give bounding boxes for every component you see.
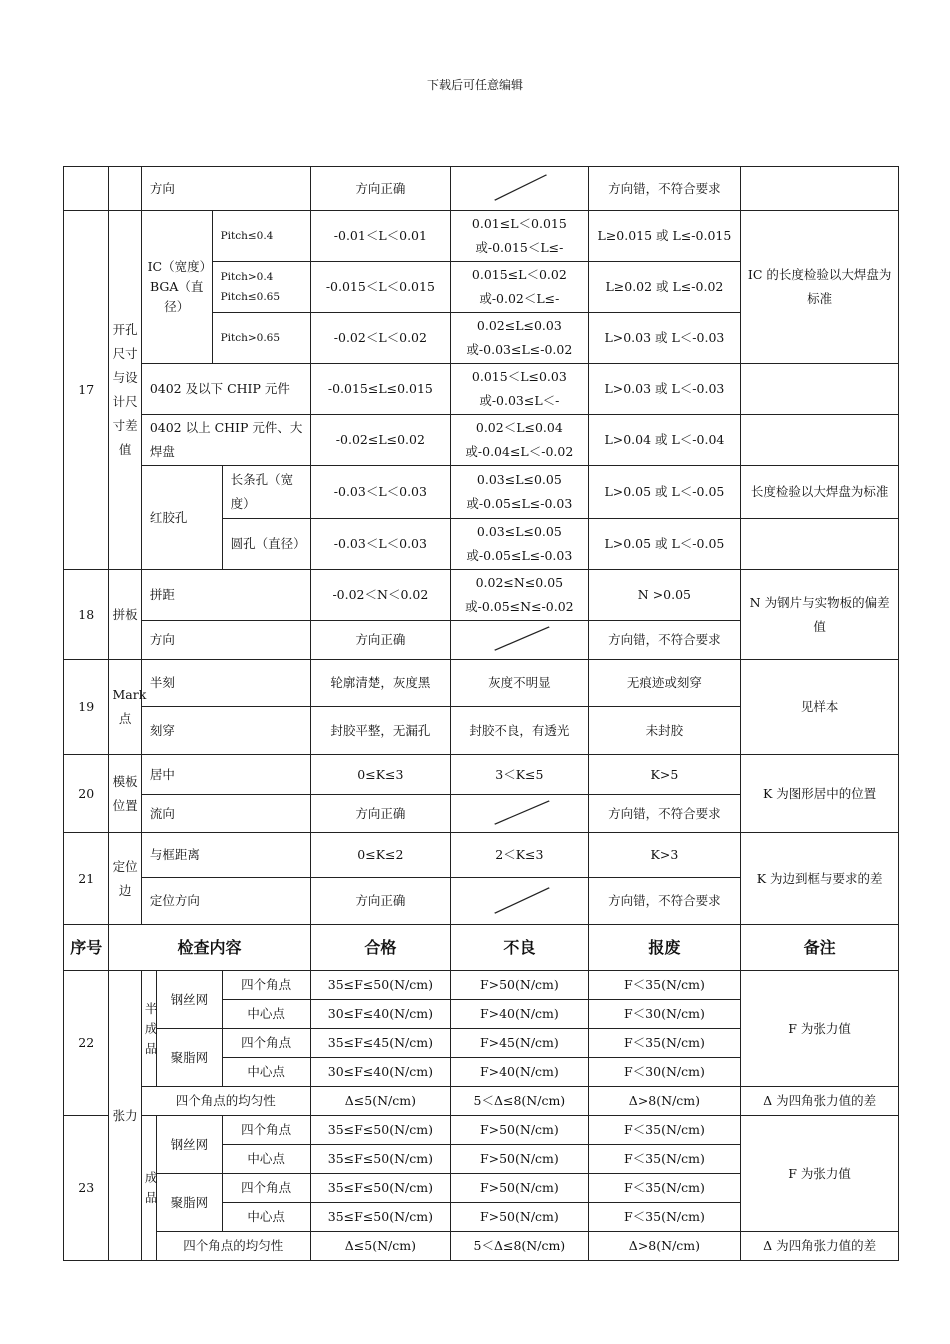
- table-row: [64, 755, 899, 795]
- ok-cell: -0.01＜L＜0.01: [310, 211, 451, 262]
- category-cell: Mark 点: [109, 660, 141, 755]
- scrap-cell: K>3: [588, 833, 741, 878]
- header-content: 检查内容: [109, 925, 310, 971]
- scrap-cell: L>0.03 或 L＜-0.03: [588, 313, 741, 364]
- ok-cell: 方向正确: [310, 621, 451, 660]
- point-label: 中心点: [222, 1000, 310, 1029]
- scrap-cell: F＜35(N/cm): [588, 1029, 741, 1058]
- bad-cell: F>40(N/cm): [451, 1058, 588, 1087]
- point-label: 四个角点: [222, 971, 310, 1000]
- slash-mark: [451, 621, 587, 659]
- scrap-cell: L>0.05 或 L＜-0.05: [588, 466, 741, 519]
- header-bad: 不良: [451, 925, 588, 971]
- ok-cell: 35≤F≤50(N/cm): [310, 1203, 451, 1232]
- ok-cell: -0.015≤L≤0.015: [310, 364, 451, 415]
- ok-cell: 35≤F≤45(N/cm): [310, 1029, 451, 1058]
- pitch-label: Pitch>0.4 Pitch≤0.65: [212, 262, 310, 313]
- row-number: 23: [64, 1116, 109, 1261]
- row-number: 22: [64, 971, 109, 1116]
- scrap-cell: N >0.05: [588, 570, 741, 621]
- header-row: [64, 925, 899, 971]
- note-cell: [741, 167, 899, 211]
- inspection-table: [63, 166, 899, 1261]
- point-label: 四个角点: [222, 1029, 310, 1058]
- note-cell: [741, 415, 899, 466]
- mesh-label: 钢丝网: [156, 1116, 222, 1174]
- bad-cell: F>40(N/cm): [451, 1000, 588, 1029]
- table-row: [64, 971, 899, 1000]
- row-number: [64, 167, 109, 211]
- not-applicable-cell: [451, 167, 588, 211]
- bad-cell: 灰度不明显: [451, 660, 588, 707]
- table-row: [64, 570, 899, 621]
- bad-cell: F>50(N/cm): [451, 1145, 588, 1174]
- row-number: 20: [64, 755, 109, 833]
- slash-mark: [451, 795, 587, 832]
- header-ok: 合格: [310, 925, 451, 971]
- ok-cell: 方向正确: [310, 795, 451, 833]
- note-cell: F 为张力值: [741, 1116, 899, 1232]
- ok-cell: 方向正确: [310, 878, 451, 925]
- category-cell: 开孔尺寸与设计尺寸差值: [109, 211, 141, 570]
- bad-cell: 5＜Δ≤8(N/cm): [451, 1087, 588, 1116]
- note-cell: F 为张力值: [741, 971, 899, 1087]
- bad-cell: F>45(N/cm): [451, 1029, 588, 1058]
- table-row: [64, 1087, 899, 1116]
- bad-cell: 0.02＜L≤0.04 或-0.04≤L＜-0.02: [451, 415, 588, 466]
- scrap-cell: 方向错，不符合要求: [588, 795, 741, 833]
- bad-cell: 0.02≤N≤0.05 或-0.05≤N≤-0.02: [451, 570, 588, 621]
- item-cell: 长条孔（宽度）: [222, 466, 310, 519]
- scrap-cell: L>0.04 或 L＜-0.04: [588, 415, 741, 466]
- table-row: [64, 466, 899, 519]
- row-number: 18: [64, 570, 109, 660]
- red-glue-label: 红胶孔: [141, 466, 222, 570]
- row-number: 19: [64, 660, 109, 755]
- bad-cell: F>50(N/cm): [451, 1116, 588, 1145]
- scrap-cell: 方向错，不符合要求: [588, 167, 741, 211]
- ok-cell: 35≤F≤50(N/cm): [310, 1145, 451, 1174]
- not-applicable-cell: [451, 621, 588, 660]
- ok-cell: 30≤F≤40(N/cm): [310, 1000, 451, 1029]
- ic-bga-label: IC（宽度）BGA（直径）: [141, 211, 212, 364]
- ok-cell: -0.02≤L≤0.02: [310, 415, 451, 466]
- ok-cell: 30≤F≤40(N/cm): [310, 1058, 451, 1087]
- ok-cell: 封胶平整，无漏孔: [310, 707, 451, 755]
- bad-cell: 0.015≤L＜0.02 或-0.02＜L≤-: [451, 262, 588, 313]
- scrap-cell: 方向错，不符合要求: [588, 878, 741, 925]
- bad-cell: F>50(N/cm): [451, 1174, 588, 1203]
- scrap-cell: Δ>8(N/cm): [588, 1087, 741, 1116]
- scrap-cell: 无痕迹或刻穿: [588, 660, 741, 707]
- scrap-cell: L>0.05 或 L＜-0.05: [588, 519, 741, 570]
- item-cell: 居中: [141, 755, 310, 795]
- table-row: [64, 1232, 899, 1261]
- item-cell: 四个角点的均匀性: [141, 1087, 310, 1116]
- ok-cell: -0.02＜L＜0.02: [310, 313, 451, 364]
- scrap-cell: L≥0.015 或 L≤-0.015: [588, 211, 741, 262]
- mesh-label: 聚脂网: [156, 1029, 222, 1087]
- note-cell: [741, 519, 899, 570]
- category-cell: 张力: [109, 971, 141, 1261]
- scrap-cell: L≥0.02 或 L≤-0.02: [588, 262, 741, 313]
- note-cell: 长度检验以大焊盘为标准: [741, 466, 899, 519]
- item-cell: 0402 以上 CHIP 元件、大焊盘: [141, 415, 310, 466]
- scrap-cell: F＜35(N/cm): [588, 1116, 741, 1145]
- not-applicable-cell: [451, 878, 588, 925]
- slash-mark: [451, 878, 587, 924]
- point-label: 中心点: [222, 1203, 310, 1232]
- not-applicable-cell: [451, 795, 588, 833]
- table-row: [64, 1116, 899, 1145]
- item-cell: 定位方向: [141, 878, 310, 925]
- ok-cell: -0.03＜L＜0.03: [310, 466, 451, 519]
- point-label: 中心点: [222, 1145, 310, 1174]
- ok-cell: 轮廓清楚，灰度黑: [310, 660, 451, 707]
- item-cell: 四个角点的均匀性: [156, 1232, 310, 1261]
- slash-mark: [451, 167, 587, 210]
- table-row: [64, 660, 899, 707]
- point-label: 中心点: [222, 1058, 310, 1087]
- point-label: 四个角点: [222, 1116, 310, 1145]
- note-cell: IC 的长度检验以大焊盘为标准: [741, 211, 899, 364]
- ok-cell: 0≤K≤2: [310, 833, 451, 878]
- ok-cell: Δ≤5(N/cm): [310, 1087, 451, 1116]
- ok-cell: -0.02＜N＜0.02: [310, 570, 451, 621]
- item-cell: 圆孔（直径）: [222, 519, 310, 570]
- item-cell: 半刻: [141, 660, 310, 707]
- bad-cell: 0.02≤L≤0.03 或-0.03≤L≤-0.02: [451, 313, 588, 364]
- ok-cell: 35≤F≤50(N/cm): [310, 1116, 451, 1145]
- bad-cell: 0.03≤L≤0.05 或-0.05≤L≤-0.03: [451, 519, 588, 570]
- note-cell: 见样本: [741, 660, 899, 755]
- ok-cell: 0≤K≤3: [310, 755, 451, 795]
- ok-cell: -0.03＜L＜0.03: [310, 519, 451, 570]
- bad-cell: 0.03≤L≤0.05 或-0.05≤L≤-0.03: [451, 466, 588, 519]
- bad-cell: F>50(N/cm): [451, 1203, 588, 1232]
- scrap-cell: L>0.03 或 L＜-0.03: [588, 364, 741, 415]
- bad-cell: F>50(N/cm): [451, 971, 588, 1000]
- pitch-label: Pitch≤0.4: [212, 211, 310, 262]
- page-header: 下载后可任意编辑: [426, 78, 523, 92]
- bad-cell: 5＜Δ≤8(N/cm): [451, 1232, 588, 1261]
- header-scrap: 报废: [588, 925, 741, 971]
- category-cell: 定位边: [109, 833, 141, 925]
- mesh-label: 钢丝网: [156, 971, 222, 1029]
- note-cell: [741, 364, 899, 415]
- category-cell: 模板位置: [109, 755, 141, 833]
- scrap-cell: Δ>8(N/cm): [588, 1232, 741, 1261]
- scrap-cell: F＜30(N/cm): [588, 1000, 741, 1029]
- note-cell: K 为边到框与要求的差: [741, 833, 899, 925]
- mesh-label: 聚脂网: [156, 1174, 222, 1232]
- item-cell: 方向: [141, 621, 310, 660]
- note-cell: Δ 为四角张力值的差: [741, 1087, 899, 1116]
- table-row: [64, 833, 899, 878]
- row-number: 17: [64, 211, 109, 570]
- category-cell: 拼板: [109, 570, 141, 660]
- ok-cell: 35≤F≤50(N/cm): [310, 1174, 451, 1203]
- bad-cell: 0.015＜L≤0.03 或-0.03≤L＜-: [451, 364, 588, 415]
- stage-label: 半成品: [141, 971, 156, 1087]
- item-cell: 方向: [141, 167, 310, 211]
- point-label: 四个角点: [222, 1174, 310, 1203]
- stage-label: 成品: [141, 1116, 156, 1261]
- pitch-label: Pitch>0.65: [212, 313, 310, 364]
- item-cell: 刻穿: [141, 707, 310, 755]
- item-cell: 与框距离: [141, 833, 310, 878]
- table-row: [64, 415, 899, 466]
- table-row: [64, 211, 899, 262]
- item-cell: 0402 及以下 CHIP 元件: [141, 364, 310, 415]
- table-row: [64, 167, 899, 211]
- scrap-cell: K>5: [588, 755, 741, 795]
- header-note: 备注: [741, 925, 899, 971]
- bad-cell: 0.01≤L＜0.015 或-0.015＜L≤-: [451, 211, 588, 262]
- scrap-cell: 未封胶: [588, 707, 741, 755]
- scrap-cell: F＜35(N/cm): [588, 1174, 741, 1203]
- bad-cell: 3＜K≤5: [451, 755, 588, 795]
- note-cell: K 为图形居中的位置: [741, 755, 899, 833]
- scrap-cell: F＜35(N/cm): [588, 971, 741, 1000]
- table-row: [64, 364, 899, 415]
- ok-cell: Δ≤5(N/cm): [310, 1232, 451, 1261]
- row-number: 21: [64, 833, 109, 925]
- item-cell: 流向: [141, 795, 310, 833]
- header-number: 序号: [64, 925, 109, 971]
- item-cell: 拼距: [141, 570, 310, 621]
- scrap-cell: F＜35(N/cm): [588, 1203, 741, 1232]
- bad-cell: 2＜K≤3: [451, 833, 588, 878]
- ok-cell: 方向正确: [310, 167, 451, 211]
- note-cell: Δ 为四角张力值的差: [741, 1232, 899, 1261]
- scrap-cell: F＜30(N/cm): [588, 1058, 741, 1087]
- bad-cell: 封胶不良，有透光: [451, 707, 588, 755]
- scrap-cell: F＜35(N/cm): [588, 1145, 741, 1174]
- category-cell: [109, 167, 141, 211]
- scrap-cell: 方向错，不符合要求: [588, 621, 741, 660]
- ok-cell: 35≤F≤50(N/cm): [310, 971, 451, 1000]
- note-cell: N 为钢片与实物板的偏差值: [741, 570, 899, 660]
- ok-cell: -0.015＜L＜0.015: [310, 262, 451, 313]
